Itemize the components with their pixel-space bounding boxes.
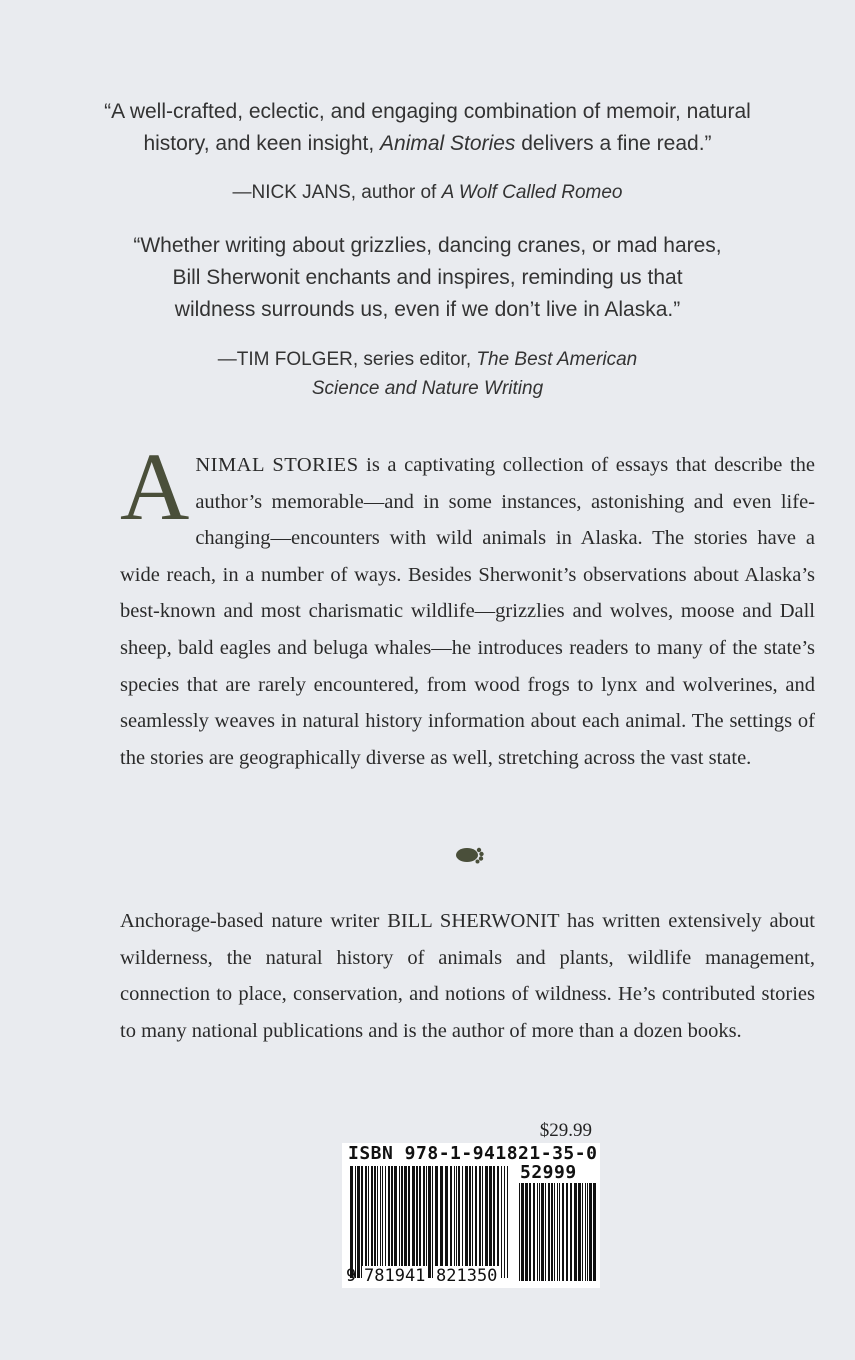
- barcode-digit-first: 9: [346, 1266, 357, 1286]
- barcode-bar: [537, 1183, 538, 1281]
- ean5-label: 52999: [520, 1162, 577, 1183]
- blurb-attribution-2-name: —TIM FOLGER, series editor,: [217, 349, 477, 370]
- barcode-bar: [529, 1183, 531, 1281]
- description-lead-caps: NIMAL STORIES: [195, 454, 359, 476]
- barcode-bar: [525, 1183, 528, 1281]
- barcode-bar: [374, 1166, 376, 1278]
- barcode-bar: [497, 1166, 499, 1278]
- barcode-bar: [578, 1183, 581, 1281]
- barcode-bar: [382, 1166, 383, 1278]
- barcode-bar: [380, 1166, 381, 1278]
- author-bio-text: Anchorage-based nature writer BILL SHERWONIT has written extensively about wilderness, the natural history of animals and plants, wildlife management, connection to place, conservation, and notions of wildness. He’s contributed stories to many national publications and is the author of more than a dozen books.: [120, 910, 815, 1042]
- author-bio: [120, 903, 815, 1049]
- blurb-attribution-1: [100, 178, 755, 207]
- barcode-bar: [519, 1183, 520, 1281]
- barcode-bar: [548, 1183, 550, 1281]
- barcode-bar: [533, 1183, 535, 1281]
- barcode-bar: [423, 1166, 425, 1278]
- barcode-bar: [562, 1183, 564, 1281]
- blurb-quote-2-text: “Whether writing about grizzlies, dancing cranes, or mad hares, Bill Sherwonit enchants and inspires, reminding us that wildness surrounds us, even if we don’t live in Alaska.”: [133, 234, 722, 321]
- blurb-attribution-1-title: A Wolf Called Romeo: [441, 182, 623, 203]
- barcode-bar: [574, 1183, 577, 1281]
- barcode-bar: [450, 1166, 452, 1278]
- barcode-bar: [570, 1183, 572, 1281]
- barcode-bar: [416, 1166, 418, 1278]
- blurb-quote-1-end: delivers a fine read.”: [515, 132, 712, 155]
- blurb-attribution-1-name: —NICK JANS, author of: [232, 182, 442, 203]
- blurb-quote-1-text: “A well-crafted, eclectic, and engaging combination of memoir, natural history, and keen insight,: [104, 100, 751, 155]
- barcode-bar: [587, 1183, 588, 1281]
- barcode-bar: [501, 1166, 502, 1278]
- barcode-bar: [582, 1183, 583, 1281]
- drop-cap: A: [120, 433, 190, 540]
- barcode-bar: [472, 1166, 473, 1278]
- description-body: is a captivating collection of essays that describe the author’s memorable—and in some instances, astonishing and even life-changing—encounters with wild animals in Alaska. The stories have a wide reach, in a number of ways. Besides Sherwonit’s observations about Alaska’s best-known and most charismatic wildlife—grizzlies and wolves, moose and Dall sheep, bald eagles and beluga whales—he introduces readers to many of the state’s species that are rarely encountered, from wood frogs to lynx and wolverines, and seamlessly weaves in natural history information about each animal. The settings of the stories are geographically diverse as well, stretching across the vast state.: [120, 454, 815, 769]
- barcode-bar: [462, 1166, 463, 1278]
- barcode-bar: [566, 1183, 568, 1281]
- barcode-bar: [479, 1166, 481, 1278]
- bear-paw-icon: [453, 843, 487, 865]
- barcode-bar: [440, 1166, 443, 1278]
- barcode-bar: [593, 1183, 596, 1281]
- barcode-bar: [458, 1166, 460, 1278]
- blurb-attribution-2-title-line1: The Best American: [476, 349, 638, 370]
- isbn-barcode: [350, 1166, 510, 1278]
- barcode-bar: [456, 1166, 457, 1278]
- barcode-bar: [585, 1183, 586, 1281]
- barcode-bar: [391, 1166, 393, 1278]
- barcode-bar: [412, 1166, 415, 1278]
- barcode-bar: [539, 1183, 540, 1281]
- barcode-bar: [445, 1166, 448, 1278]
- barcode-bar: [485, 1166, 488, 1278]
- barcode-bar: [426, 1166, 427, 1278]
- book-description: [120, 433, 815, 776]
- barcode-bar: [355, 1166, 356, 1278]
- barcode-bar: [404, 1166, 407, 1278]
- barcode-bar: [489, 1166, 492, 1278]
- barcode-digit-group-2: 821350: [436, 1266, 498, 1286]
- barcode-bar: [521, 1183, 524, 1281]
- barcode-bar: [454, 1166, 455, 1278]
- blurb-attribution-2: [100, 345, 755, 403]
- ean5-barcode: [519, 1183, 597, 1281]
- barcode-bar: [465, 1166, 468, 1278]
- price-label: $29.99: [539, 1120, 592, 1141]
- barcode-bar: [475, 1166, 477, 1278]
- barcode-bar: [589, 1183, 592, 1281]
- barcode-bar: [401, 1166, 403, 1278]
- blurb-attribution-2-title-line2: Science and Nature Writing: [311, 378, 544, 399]
- barcode-bar: [361, 1166, 363, 1278]
- blurb-quote-1: [100, 96, 755, 160]
- barcode-bar: [385, 1166, 386, 1278]
- barcode-bar: [559, 1183, 560, 1281]
- barcode-bar: [350, 1166, 353, 1278]
- barcode-bar: [469, 1166, 471, 1278]
- isbn-label: ISBN 978-1-941821-35-0: [348, 1143, 598, 1164]
- barcode-bar: [482, 1166, 483, 1278]
- barcode-bar: [428, 1166, 431, 1278]
- barcode-bar: [365, 1166, 367, 1278]
- barcode-bar: [541, 1183, 544, 1281]
- barcode-bar: [554, 1183, 555, 1281]
- barcode-bar: [419, 1166, 421, 1278]
- barcode-bar: [377, 1166, 378, 1278]
- barcode-bar: [399, 1166, 400, 1278]
- barcode-bar: [507, 1166, 508, 1278]
- blurb-quote-2: [130, 230, 725, 326]
- barcode-bar: [357, 1166, 360, 1278]
- barcode-bar: [432, 1166, 433, 1278]
- barcode-bar: [435, 1166, 438, 1278]
- barcode-digit-group-1: 781941: [364, 1266, 426, 1286]
- barcode-bar: [493, 1166, 495, 1278]
- blurb-quote-1-title: Animal Stories: [380, 132, 516, 155]
- barcode-bar: [371, 1166, 373, 1278]
- barcode-bar: [394, 1166, 397, 1278]
- barcode-bar: [545, 1183, 546, 1281]
- barcode-bar: [557, 1183, 558, 1281]
- barcode-bar: [408, 1166, 410, 1278]
- barcode-bar: [551, 1183, 553, 1281]
- barcode-bar: [368, 1166, 369, 1278]
- barcode-bar: [504, 1166, 505, 1278]
- barcode-bar: [388, 1166, 390, 1278]
